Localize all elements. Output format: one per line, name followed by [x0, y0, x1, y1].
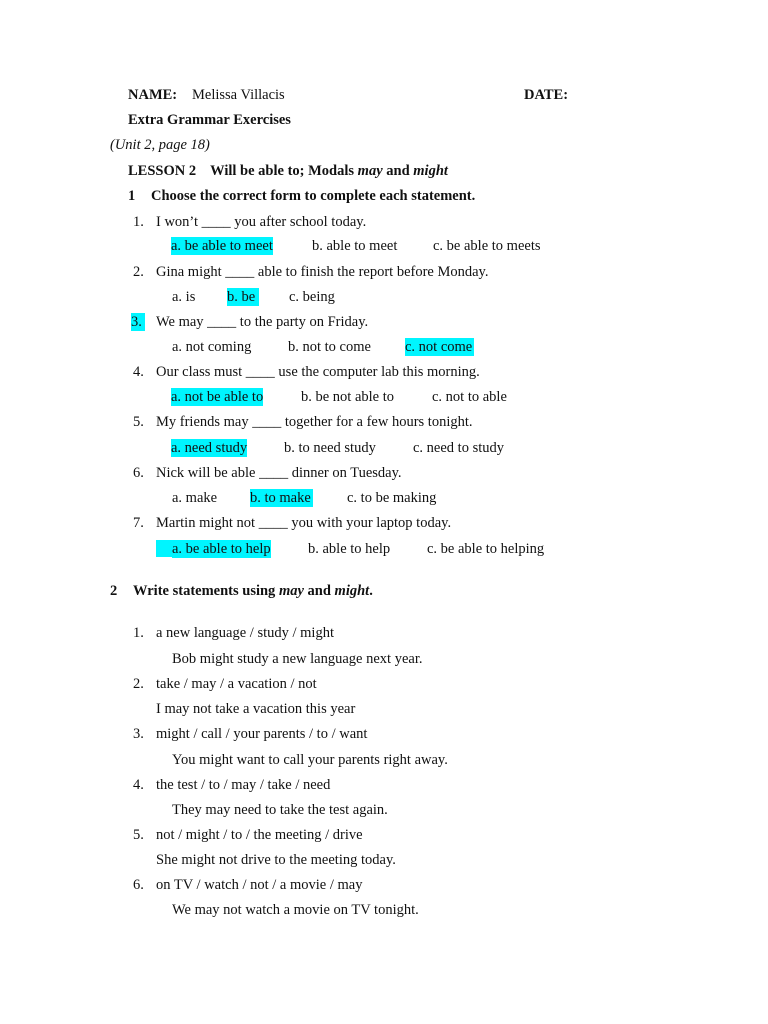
question-number-highlighted: 3.	[131, 313, 145, 331]
question-number: 2.	[133, 264, 144, 280]
item-answer: They may need to take the test again.	[172, 802, 388, 818]
option-b[interactable]: b. able to meet	[312, 238, 398, 254]
worksheet-title: Extra Grammar Exercises	[128, 112, 291, 128]
name-label: NAME:	[128, 87, 178, 103]
item-answer: I may not take a vacation this year	[156, 701, 356, 717]
date-label: DATE:	[524, 87, 569, 103]
section2-number: 2	[110, 583, 118, 599]
lesson-title-and: and	[382, 163, 414, 179]
name-value: Melissa Villacis	[192, 87, 285, 103]
item-prompt: a new language / study / might	[156, 625, 334, 641]
question-text: My friends may ____ together for a few hours tonight.	[156, 414, 473, 430]
option-a[interactable]: a. is	[172, 289, 196, 305]
question-number: 7.	[133, 515, 144, 531]
option-a-selected[interactable]: a. not be able to	[171, 389, 264, 405]
lesson-prefix: LESSON 2	[128, 163, 197, 179]
option-c[interactable]: c. being	[289, 289, 335, 305]
item-number: 1.	[133, 625, 144, 641]
option-b[interactable]: b. be not able to	[301, 389, 395, 405]
question-number: 6.	[133, 465, 144, 481]
option-b[interactable]: b. able to help	[308, 541, 391, 557]
option-b-selected[interactable]: b. to make	[250, 490, 311, 506]
item-answer: She might not drive to the meeting today.	[156, 852, 396, 868]
section2-instruction	[133, 582, 373, 600]
option-b[interactable]: b. not to come	[288, 339, 371, 355]
item-prompt: take / may / a vacation / not	[156, 676, 317, 692]
section2-instruction-may: may	[278, 583, 304, 599]
question-number: 4.	[133, 364, 144, 380]
question-number: 5.	[133, 414, 144, 430]
item-prompt: might / call / your parents / to / want	[156, 726, 368, 742]
unit-reference: (Unit 2, page 18)	[110, 137, 210, 153]
option-a-selected[interactable]: a. be able to help	[172, 541, 271, 557]
item-answer: You might want to call your parents right away.	[172, 752, 448, 768]
option-c[interactable]: c. be able to meets	[433, 238, 541, 254]
item-number: 5.	[133, 827, 144, 843]
option-c[interactable]: c. be able to helping	[427, 541, 545, 557]
option-a-selected[interactable]: a. need study	[171, 440, 248, 456]
section1-instruction: Choose the correct form to complete each statement.	[151, 188, 476, 204]
question-text: Our class must ____ use the computer lab this morning.	[156, 364, 480, 380]
item-prompt: not / might / to / the meeting / drive	[156, 827, 363, 843]
option-a[interactable]: a. make	[172, 490, 218, 506]
highlight-lead	[156, 540, 172, 557]
section1-number: 1	[128, 188, 136, 204]
option-c[interactable]: c. to be making	[347, 490, 437, 506]
item-answer: Bob might study a new language next year.	[172, 651, 423, 667]
section2-instruction-and: and	[303, 583, 335, 599]
lesson-title-part: Will be able to; Modals	[210, 163, 358, 179]
option-a-selected[interactable]: a. be able to meet	[171, 238, 273, 254]
section2-instruction-might: might	[334, 583, 370, 599]
item-number: 4.	[133, 777, 144, 793]
item-prompt: the test / to / may / take / need	[156, 777, 331, 793]
item-number: 6.	[133, 877, 144, 893]
question-text: Martin might not ____ you with your laptop today.	[156, 515, 452, 531]
option-c[interactable]: c. not to able	[432, 389, 507, 405]
question-text: We may ____ to the party on Friday.	[156, 314, 369, 330]
question-text: Nick will be able ____ dinner on Tuesday.	[156, 465, 402, 481]
option-b-selected[interactable]: b. be	[227, 288, 259, 306]
option-c[interactable]: c. need to study	[413, 440, 505, 456]
option-c-selected[interactable]: c. not come	[405, 339, 473, 355]
option-a[interactable]: a. not coming	[172, 339, 252, 355]
item-prompt: on TV / watch / not / a movie / may	[156, 877, 363, 893]
lesson-title-may: may	[357, 163, 383, 179]
option-b[interactable]: b. to need study	[284, 440, 376, 456]
question-number: 1.	[133, 214, 144, 230]
lesson-heading	[128, 162, 448, 180]
item-number: 3.	[133, 726, 144, 742]
question-text: I won’t ____ you after school today.	[156, 214, 367, 230]
section2-instruction-end: .	[369, 583, 373, 599]
lesson-title-might: might	[413, 163, 448, 179]
question-text: Gina might ____ able to finish the report before Monday.	[156, 264, 489, 280]
section2-instruction-text: Write statements using	[133, 583, 279, 599]
item-answer: We may not watch a movie on TV tonight.	[172, 902, 419, 918]
item-number: 2.	[133, 676, 144, 692]
